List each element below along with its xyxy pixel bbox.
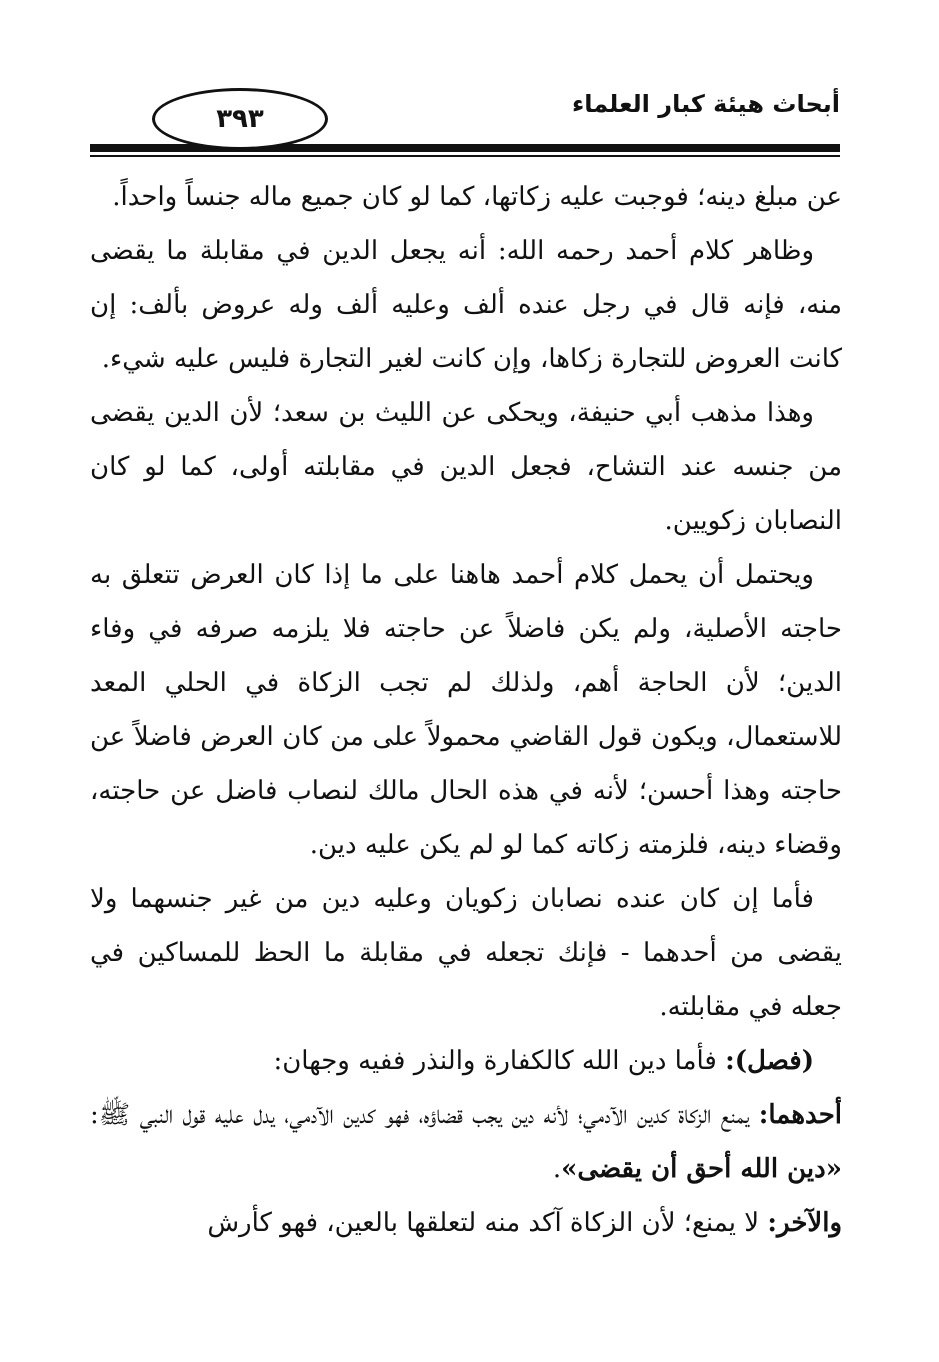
fasl-text: فأما دين الله كالكفارة والنذر ففيه وجهان: [273, 1046, 726, 1076]
first-view-lead: أحدهما: [758, 1100, 842, 1130]
second-view-lead: والآخر: [767, 1208, 842, 1238]
first-view-text: يمنع الزكاة كدين الآدمي؛ لأنه دين يجب قضاؤه، فهو كدين الآدمي، يدل عليه قول النبي ﷺ: [90, 1100, 759, 1130]
paragraph: ويحتمل أن يحمل كلام أحمد هاهنا على ما إذا كان العرض تتعلق به حاجته الأصلية، ولم يكن فاضلاً عن حاجته فلا يلزمه صرفه في وفاء الدين؛ لأن الحاجة أهم، ولذلك لم تجب الزكاة في الحلي المعد للاستعمال، ويكون قول القاضي محمولاً على من كان العرض فاضلاً عن حاجته وهذا أحسن؛ لأنه في هذه الحال مالك لنصاب فاضل عن حاجته، وقضاء دينه، فلزمته زكاته كما لو لم يكن عليه دين. [90, 560, 842, 860]
paragraph: وظاهر كلام أحمد رحمه الله: أنه يجعل الدين في مقابلة ما يقضى منه، فإنه قال في رجل عنده ألف وعليه ألف وله عروض بألف: إن كانت العروض للتجارة زكاها، وإن كانت لغير التجارة فليس عليه شيء. [90, 236, 842, 374]
page-number: ٣٩٣ [216, 104, 264, 134]
header-rule-thin [90, 155, 840, 157]
paragraph: عن مبلغ دينه؛ فوجبت عليه زكاتها، كما لو كان جميع ماله جنساً واحداً. [112, 182, 842, 212]
fasl-lead: (فصل): [725, 1046, 814, 1076]
body-text [90, 170, 842, 1250]
paragraph: وهذا مذهب أبي حنيفة، ويحكى عن الليث بن سعد؛ لأن الدين يقضى من جنسه عند التشاح، فجعل الدين في مقابلته أولى، كما لو كان النصابان زكويين. [90, 398, 842, 536]
first-view-end: . [552, 1154, 562, 1184]
first-view-paragraph [90, 1088, 842, 1196]
page-number-oval [152, 88, 328, 150]
book-title: أبحاث هيئة كبار العلماء [571, 90, 840, 118]
page-header [90, 80, 840, 160]
second-view-paragraph [90, 1196, 842, 1250]
paragraph: فأما إن كان عنده نصابان زكويان وعليه دين من غير جنسهما ولا يقضى من أحدهما - فإنك تجعله في مقابلة ما الحظ للمساكين في جعله في مقابلته. [90, 884, 842, 1022]
hadith-quote: «دين الله أحق أن يقضى» [561, 1154, 842, 1184]
fasl-paragraph [90, 1034, 842, 1088]
second-view-text: لا يمنع؛ لأن الزكاة آكد منه لتعلقها بالعين، فهو كأرش [207, 1208, 768, 1238]
